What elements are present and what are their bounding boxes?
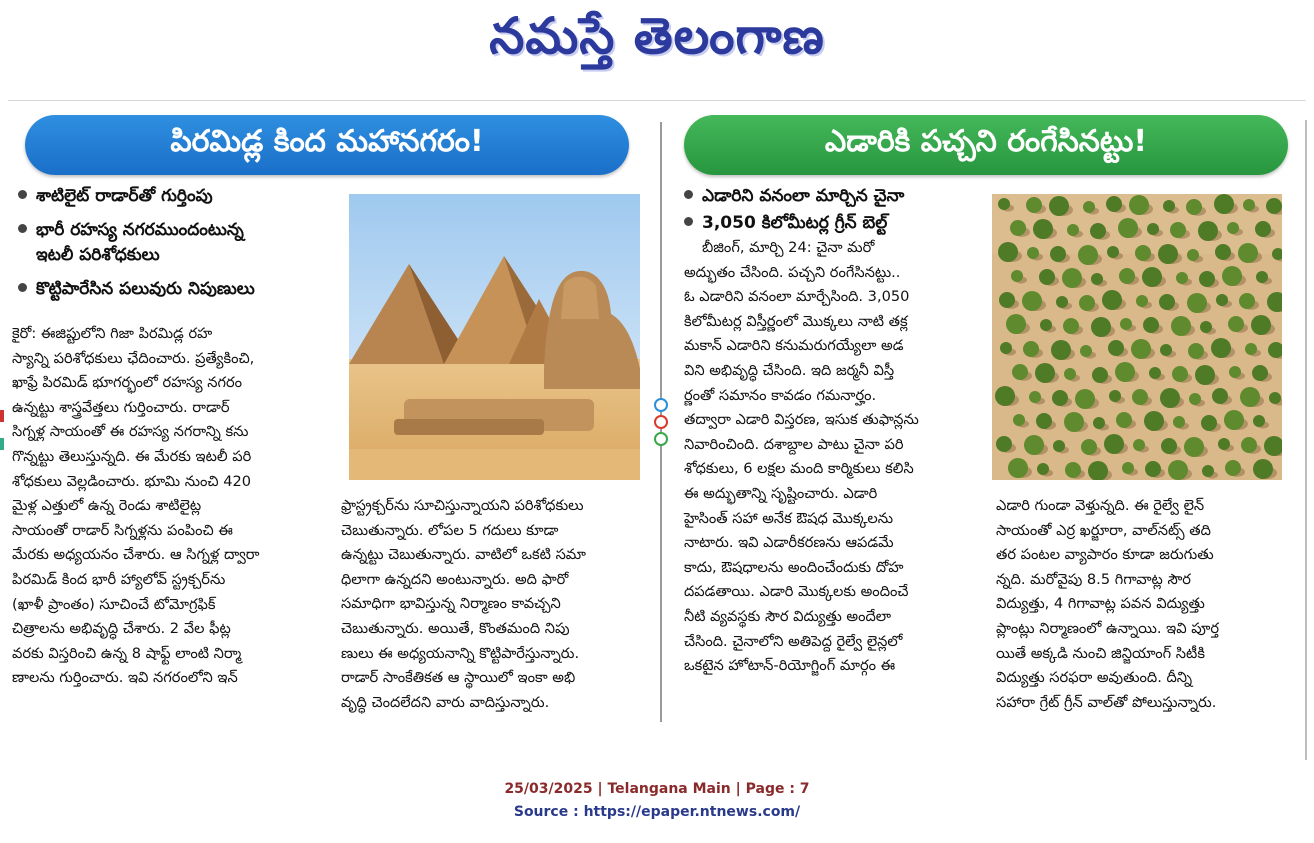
tree-icon <box>1120 318 1132 330</box>
tree-icon <box>1093 417 1105 429</box>
tree-icon <box>1109 390 1121 402</box>
tree-icon <box>1211 338 1231 358</box>
footer-edition-line: 25/03/2025 | Telangana Main | Page : 7 <box>504 781 810 797</box>
tree-icon <box>1080 345 1092 357</box>
tree-icon <box>1184 437 1204 457</box>
bullet-dot-icon <box>18 190 27 199</box>
tree-icon <box>1050 246 1066 262</box>
text-line: శోధకులు వెల్లడించారు. భూమి నుంచి 420 <box>12 472 252 490</box>
tree-icon <box>1199 271 1215 287</box>
tree-icon <box>1106 196 1122 212</box>
bullet-dot-icon <box>684 190 693 199</box>
text-line: (ఖాళీ ప్రాంతం) సూచించే టోమోగ్రఫిక్ <box>12 595 216 613</box>
tree-icon <box>1006 314 1026 334</box>
tree-icon <box>1008 458 1028 478</box>
right-headline-banner <box>684 115 1288 175</box>
text-line: ఫ్రాస్ట్రక్చర్‌ను సూచిస్తున్నాయని పరిశోధకులు <box>341 497 584 514</box>
text-line: ఉన్నట్టు శాస్త్రవేత్తలు గుర్తించారు. రాడార్ <box>12 398 230 416</box>
tree-icon <box>1062 268 1082 288</box>
tree-icon <box>1064 412 1084 432</box>
text-line: విద్యుత్తు, 4 గిగావాట్ల పవన విద్యుత్తు <box>996 595 1205 613</box>
tree-icon <box>1188 343 1204 359</box>
tree-icon <box>1145 461 1161 477</box>
text-line: హైసింత్ సహా అనేక ఔషధ మొక్కలను <box>684 509 893 527</box>
tree-icon <box>1222 266 1242 286</box>
tree-icon <box>1036 413 1052 429</box>
tree-icon <box>1158 244 1178 264</box>
tree-icon <box>1176 272 1188 284</box>
right-article-column-2 <box>996 494 1285 715</box>
left-bullet-list <box>18 184 338 302</box>
tree-icon <box>1012 364 1028 380</box>
tree-icon <box>1239 293 1255 309</box>
tree-icon <box>1170 222 1186 238</box>
tree-icon <box>1033 219 1053 239</box>
text-line: ఈ అద్భుతాన్ని సృష్టించారు. ఎడారి <box>684 484 878 502</box>
tree-icon <box>1078 245 1098 265</box>
text-line: చెబుతున్నారు. లోపల 5 గదులు కూడా <box>341 521 559 539</box>
bullet-item: భారీ రహస్య నగరముందంటున్న <box>18 218 338 243</box>
text-line: ణాలను గుర్తించారు. ఇవి నగరంలోని ఇన్ <box>12 669 238 687</box>
tree-icon <box>1227 222 1239 234</box>
tree-icon <box>1224 410 1244 430</box>
text-line: ఉన్నట్టు చెబుతున్నారు. వాటిలో ఒకటి సమా <box>341 546 586 564</box>
green-desert-photo <box>992 194 1282 480</box>
tree-icon <box>1243 199 1255 211</box>
tree-icon <box>1160 388 1180 408</box>
tree-icon <box>1013 414 1025 426</box>
text-line: చెబుతున్నారు. అయితే, కొంతమంది నిపు <box>341 619 570 637</box>
tree-icon <box>1010 220 1026 236</box>
tree-icon <box>1215 244 1231 260</box>
text-line: మైళ్ల ఎత్తులో ఉన్న రెండు శాటిలైట్ల <box>12 497 202 515</box>
bullet-item-continuation: ఇటలీ పరిశోధకులు <box>36 245 160 265</box>
tree-icon <box>1198 221 1218 241</box>
text-line: యితే అక్కడి నుంచి జిన్జియాంగ్ సిటీకి <box>996 644 1205 662</box>
tree-icon <box>1253 459 1273 479</box>
margin-mark <box>0 410 4 422</box>
tree-icon <box>1035 363 1055 383</box>
text-line: అద్భుతం చేసింది. పచ్చని రంగేసినట్టు.. <box>684 263 901 281</box>
tree-icon <box>1202 465 1214 477</box>
text-line: నీటి వ్యవస్థకు సౌర విద్యుత్తు అందేలా <box>684 607 892 625</box>
bullet-item: ఎడారిని వనంలా మార్చిన చైనా <box>684 184 984 209</box>
left-headline-banner <box>25 115 629 175</box>
tree-icon <box>1238 243 1258 263</box>
tree-icon <box>1129 195 1149 215</box>
text-line: చిత్రాలను అభివృద్ధి చేశారు. 2 వేల ఫీట్ల <box>12 620 231 638</box>
desert-trees-image <box>992 194 1282 480</box>
tree-icon <box>1132 389 1148 405</box>
tree-icon <box>1201 415 1217 431</box>
bullet-dot-icon <box>18 224 27 233</box>
tree-icon <box>1079 295 1095 311</box>
text-line: వృద్ధి చెందలేదని వారు వాదిస్తున్నారు. <box>341 693 550 711</box>
pyramids-sphinx-image <box>349 194 640 480</box>
tree-icon <box>1040 319 1052 331</box>
tree-icon <box>1083 201 1095 213</box>
tree-icon <box>1269 392 1281 404</box>
tree-icon <box>1023 341 1039 357</box>
tree-icon <box>1266 198 1282 214</box>
text-line: దపడతాయి. ఎడారి మొక్కలకు అందించే <box>684 583 909 601</box>
tree-icon <box>1122 462 1134 474</box>
tree-icon <box>1092 367 1108 383</box>
tree-icon <box>1107 246 1119 258</box>
tree-icon <box>1255 221 1271 237</box>
right-edge-rule <box>1305 120 1307 760</box>
tree-icon <box>1228 316 1244 332</box>
footer-source-link[interactable]: Source : https://epaper.ntnews.com/ <box>513 804 801 820</box>
tree-icon <box>1187 293 1207 313</box>
tree-icon <box>998 198 1010 210</box>
tree-icon <box>1229 366 1241 378</box>
tree-icon <box>1186 199 1202 215</box>
text-line: తర పంటల వ్యాపారం కూడా జరుగుతు <box>996 546 1214 564</box>
ring-icon <box>654 415 668 429</box>
tree-icon <box>1147 223 1159 235</box>
tree-icon <box>1022 291 1042 311</box>
tree-icon <box>1214 194 1234 214</box>
bullet-item: 3,050 కిలోమీటర్ల గ్రీన్ బెల్ట్ <box>684 211 984 236</box>
tree-icon <box>1171 316 1191 336</box>
right-bullet-list <box>684 184 984 236</box>
tree-icon <box>1075 389 1095 409</box>
text-line: ధిలాగా ఉన్నదని అంటున్నారు. అది ఫారో <box>341 570 569 588</box>
tree-icon <box>1053 440 1065 452</box>
tree-icon <box>1143 317 1159 333</box>
tree-icon <box>999 292 1015 308</box>
tree-icon <box>1052 390 1068 406</box>
tree-icon <box>1240 387 1260 407</box>
text-line: కిలోమీటర్ల విస్తీర్ణంలో మొక్కలు నాటి తక్ల <box>684 312 908 330</box>
tree-icon <box>996 436 1012 452</box>
text-line: విని అభివృద్ధి చేసింది. ఇది జర్మనీ విస్తీ <box>684 361 895 379</box>
text-line: ఖాఫ్రే పిరమిడ్ భూగర్భంలో రహస్య నగరం <box>12 374 243 392</box>
bullet-dot-icon <box>18 283 27 292</box>
text-line: ఓ ఎడారిని వనంలా మార్చేసింది. 3,050 <box>684 288 910 306</box>
tree-icon <box>1135 245 1151 261</box>
tree-icon <box>1252 365 1268 381</box>
tree-icon <box>1027 247 1039 259</box>
pyramids-sphinx-photo <box>349 194 640 480</box>
tree-icon <box>1131 339 1151 359</box>
tree-icon <box>1173 416 1185 428</box>
tree-icon <box>1142 267 1162 287</box>
tree-icon <box>1144 411 1164 431</box>
tree-icon <box>1159 294 1175 310</box>
text-line: శోధకులు, 6 లక్షల మంది కార్మికులు కలిసి <box>684 460 914 478</box>
text-line: వరకు విస్తరించి ఉన్న 8 షాఫ్ట్ లాంటి నిర్మా <box>12 644 242 662</box>
tree-icon <box>1241 437 1257 453</box>
tree-icon <box>1253 415 1265 427</box>
text-line: స్యాన్ని పరిశోధకులు ఛేదించారు. ప్రత్యేకించి, <box>12 349 255 367</box>
tree-icon <box>1081 439 1097 455</box>
text-line: విద్యుత్తు సరఫరా అవుతుంది. దీన్ని <box>996 669 1193 687</box>
text-line: మేరకు అధ్యయనం చేశారు. ఆ సిగ్నళ్ల ద్వారా <box>12 546 260 564</box>
tree-icon <box>1063 318 1079 334</box>
bullet-item: శాటిలైట్ రాడార్‌తో గుర్తింపు <box>18 184 338 209</box>
tree-icon <box>1091 317 1111 337</box>
tree-icon <box>1108 340 1124 356</box>
tree-icon <box>1026 197 1042 213</box>
text-line: తద్వారా ఎడారి విస్తరణ, ఇసుక తుఫాన్లను <box>684 411 919 429</box>
text-line: బీజింగ్, మార్చి 24: చైనా మరో <box>702 239 875 256</box>
tree-icon <box>1189 393 1201 405</box>
tree-icon <box>1037 463 1049 475</box>
text-line: కైరో: ఈజిప్టులోని గిజా పిరమిడ్ల రహ <box>12 325 213 342</box>
right-headline: ఎడారికి పచ్చని రంగేసినట్టు! <box>824 124 1148 159</box>
tree-icon <box>1067 224 1079 236</box>
text-line: గొన్నట్టు తెలుస్తున్నది. ఈ మేరకు ఇటలీ పరి <box>12 447 252 465</box>
tree-icon <box>1172 366 1188 382</box>
text-line: మకాన్ ఎడారిని కనుమరుగయ్యేలా అడ <box>684 337 904 355</box>
margin-mark <box>0 438 4 450</box>
tree-icon <box>1029 391 1041 403</box>
tree-icon <box>1212 388 1228 404</box>
tree-icon <box>1064 368 1076 380</box>
bullet-item: కొట్టిపారేసిన పలువురు నిపుణులు <box>18 277 338 302</box>
text-line: సాయంతో రాడార్ సిగ్నళ్లను పంపించి ఈ <box>12 521 233 539</box>
tree-icon <box>1119 268 1135 284</box>
tree-icon <box>1049 196 1069 216</box>
tree-icon <box>1118 218 1138 238</box>
tree-icon <box>1011 270 1023 282</box>
tree-icon <box>1056 296 1068 308</box>
text-line: పిరమిడ్ కింద భారీ హ్యాలోవ్ స్ట్రక్చర్‌ను <box>12 570 226 588</box>
text-line: న్నది. మరోవైపు 8.5 గిగావాట్ల సౌర <box>996 570 1191 588</box>
text-line: ప్లాంట్లు నిర్మాణంలో ఉన్నాయి. ఇవి పూర్త <box>996 619 1219 637</box>
newspaper-masthead: నమస్తే తెలంగాణ <box>489 6 825 65</box>
masthead-divider <box>8 100 1306 101</box>
text-line: సిగ్నళ్ల సాయంతో ఈ రహస్య నగరాన్ని కను <box>12 423 249 441</box>
tree-icon <box>995 386 1015 406</box>
tree-icon <box>1104 434 1124 454</box>
tree-icon <box>1116 412 1132 428</box>
tree-icon <box>1065 462 1081 478</box>
left-article-column-1 <box>12 322 337 691</box>
tree-icon <box>1091 273 1103 285</box>
text-line: కాదు, ఔషధాలను అందించేందుకు దోహ <box>684 558 904 576</box>
ring-icon <box>654 398 668 412</box>
tree-icon <box>1039 269 1055 285</box>
tree-icon <box>1133 439 1145 451</box>
right-article-column-1 <box>684 236 970 679</box>
text-line: రాడార్ సాంకేతికత ఆ స్థాయిలో ఇంకా అభి <box>341 669 576 687</box>
text-line: నివారించింది. దశాబ్దాల పాటు చైనా పరి <box>684 435 904 453</box>
tree-icon <box>1256 271 1268 283</box>
text-line: ఎడారి గుండా వెళ్తున్నది. ఈ రైల్వే లైన్ <box>996 497 1205 514</box>
text-line: సమాధిగా భావిస్తున్న నిర్మాణం కావచ్చని <box>341 595 561 613</box>
tree-icon <box>1195 365 1215 385</box>
tree-icon <box>998 242 1018 262</box>
tree-icon <box>1245 343 1257 355</box>
tree-icon <box>1216 294 1228 306</box>
tree-icon <box>1168 460 1188 480</box>
text-line: ఒకటైన హోటాన్-రియోగ్జింగ్ మార్గం ఈ <box>684 657 896 675</box>
bullet-dot-icon <box>684 217 693 226</box>
tree-icon <box>1251 315 1271 335</box>
tree-icon <box>1090 223 1106 239</box>
text-line: చేసింది. చైనాలోని అతిపెద్ద రైల్వే లైన్లలో <box>684 632 903 650</box>
left-headline: పిరమిడ్ల కింద మహానగరం! <box>170 124 484 159</box>
left-article-column-2 <box>341 494 641 715</box>
tree-icon <box>1051 340 1071 360</box>
tree-icon <box>1200 321 1212 333</box>
tree-icon <box>1225 460 1241 476</box>
tree-icon <box>1102 290 1122 310</box>
tree-icon <box>1161 438 1177 454</box>
ring-icon <box>654 432 668 446</box>
text-line: ణులు ఈ అధ్యయనాన్ని కొట్టిపారేస్తున్నారు. <box>341 644 580 662</box>
tree-icon <box>1149 367 1161 379</box>
text-line: ర్ణంతో సమానం కావడం గమనార్హం. <box>684 386 877 404</box>
tree-icon <box>1136 295 1148 307</box>
tree-icon <box>1160 344 1172 356</box>
text-line: సహారా గ్రేట్ గ్రీన్ వాల్‌తో పోలుస్తున్నారు. <box>996 693 1217 711</box>
text-line: నాటారు. ఇవి ఎడారీకరణను ఆపడమే <box>684 534 894 552</box>
decorative-rings <box>654 398 668 449</box>
tree-icon <box>1218 438 1230 450</box>
tree-icon <box>1024 435 1044 455</box>
tree-icon <box>1163 200 1175 212</box>
text-line: సాయంతో ఎర్ర ఖర్జూరా, వాల్‌నట్స్ తది <box>996 521 1211 539</box>
tree-icon <box>1115 362 1135 382</box>
tree-icon <box>1187 249 1199 261</box>
tree-icon <box>1000 342 1012 354</box>
